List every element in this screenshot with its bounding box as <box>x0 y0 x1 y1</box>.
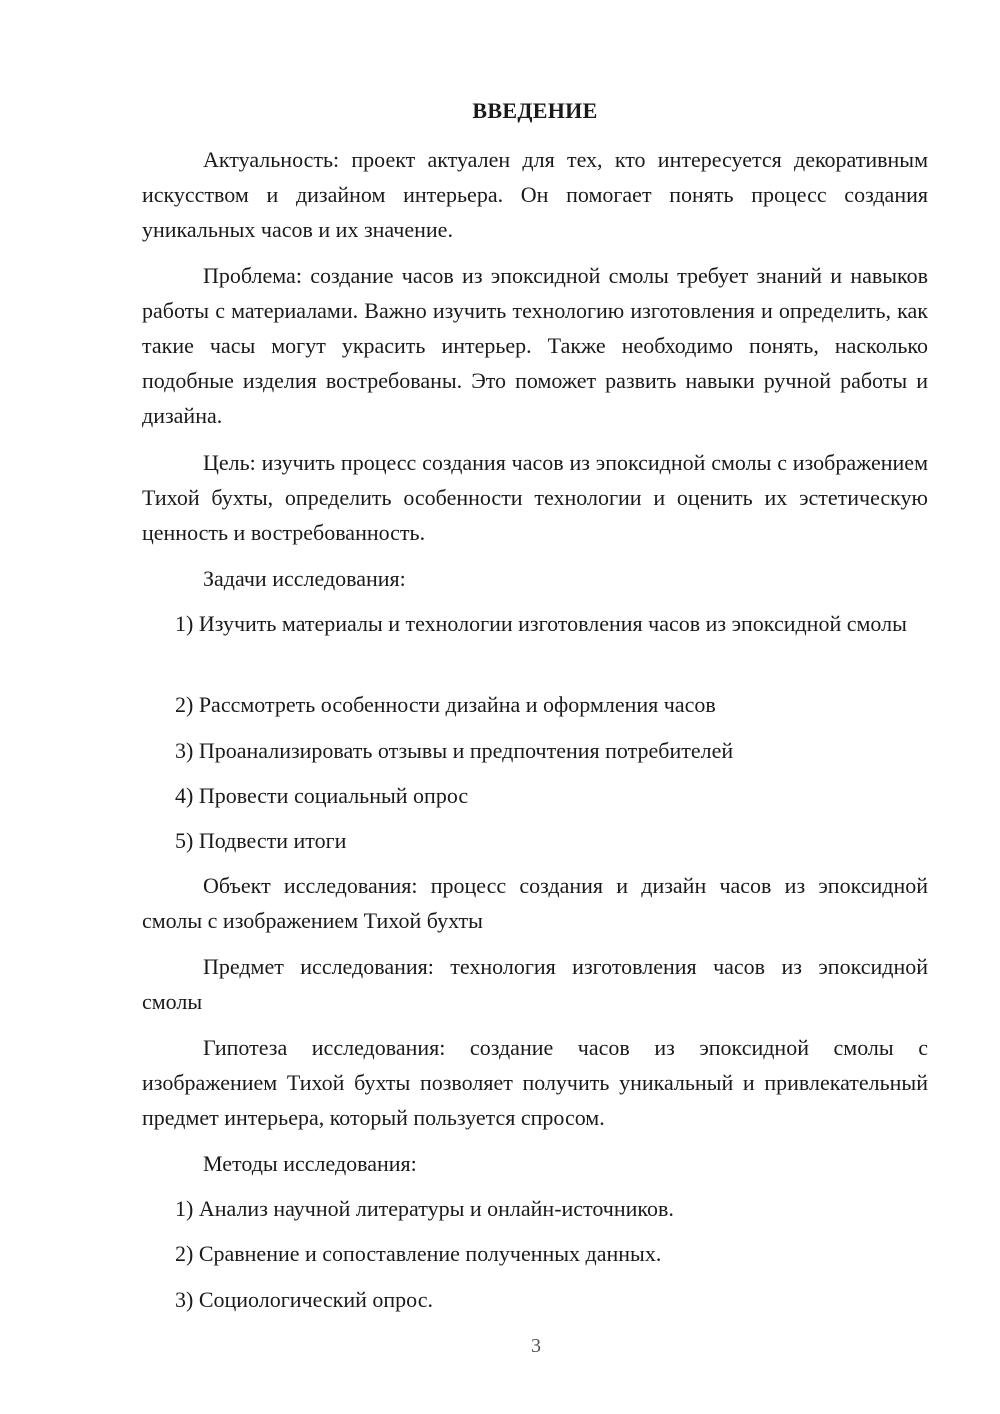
tasks-heading: Задачи исследования: <box>203 566 406 591</box>
problem-paragraph: Проблема: создание часов из эпоксидной смолы требует знаний и навыков работы с материалами. Важно изучить технологию изготовления и определить, как такие часы могут украсить интерьер. Также необходимо понять, насколько подобные изделия востребованы. Это поможет развить навыки ручной работы и дизайна. <box>142 263 928 428</box>
method-item-1: 1) Анализ научной литературы и онлайн-источников. <box>175 1196 674 1221</box>
hypothesis-paragraph: Гипотеза исследования: создание часов из эпоксидной смолы с изображением Тихой бухты позволяет получить уникальный и привлекательный предмет интерьера, который пользуется спросом. <box>142 1035 928 1130</box>
method-item-3: 3) Социологический опрос. <box>175 1287 433 1312</box>
object-paragraph: Объект исследования: процесс создания и дизайн часов из эпоксидной смолы с изображением Тихой бухты <box>142 873 928 933</box>
subject-paragraph: Предмет исследования: технология изготовления часов из эпоксидной смолы <box>142 954 928 1014</box>
task-item-2: 2) Рассмотреть особенности дизайна и оформления часов <box>175 692 716 717</box>
goal-paragraph: Цель: изучить процесс создания часов из эпоксидной смолы с изображением Тихой бухты, определить особенности технологии и оценить их эстетическую ценность и востребованность. <box>142 450 928 545</box>
page-title: ВВЕДЕНИЕ <box>472 98 598 123</box>
methods-heading: Методы исследования: <box>203 1151 417 1176</box>
relevance-paragraph: Актуальность: проект актуален для тех, кто интересуется декоративным искусством и дизайном интерьера. Он помогает понять процесс создания уникальных часов и их значение. <box>142 147 928 242</box>
page-number: 3 <box>531 1335 541 1357</box>
task-item-1: 1) Изучить материалы и технологии изготовления часов из эпоксидной смолы <box>175 611 907 636</box>
task-item-3: 3) Проанализировать отзывы и предпочтения потребителей <box>175 738 734 763</box>
task-item-4: 4) Провести социальный опрос <box>175 783 469 808</box>
task-item-5: 5) Подвести итоги <box>175 828 347 853</box>
method-item-2: 2) Сравнение и сопоставление полученных данных. <box>175 1241 662 1266</box>
